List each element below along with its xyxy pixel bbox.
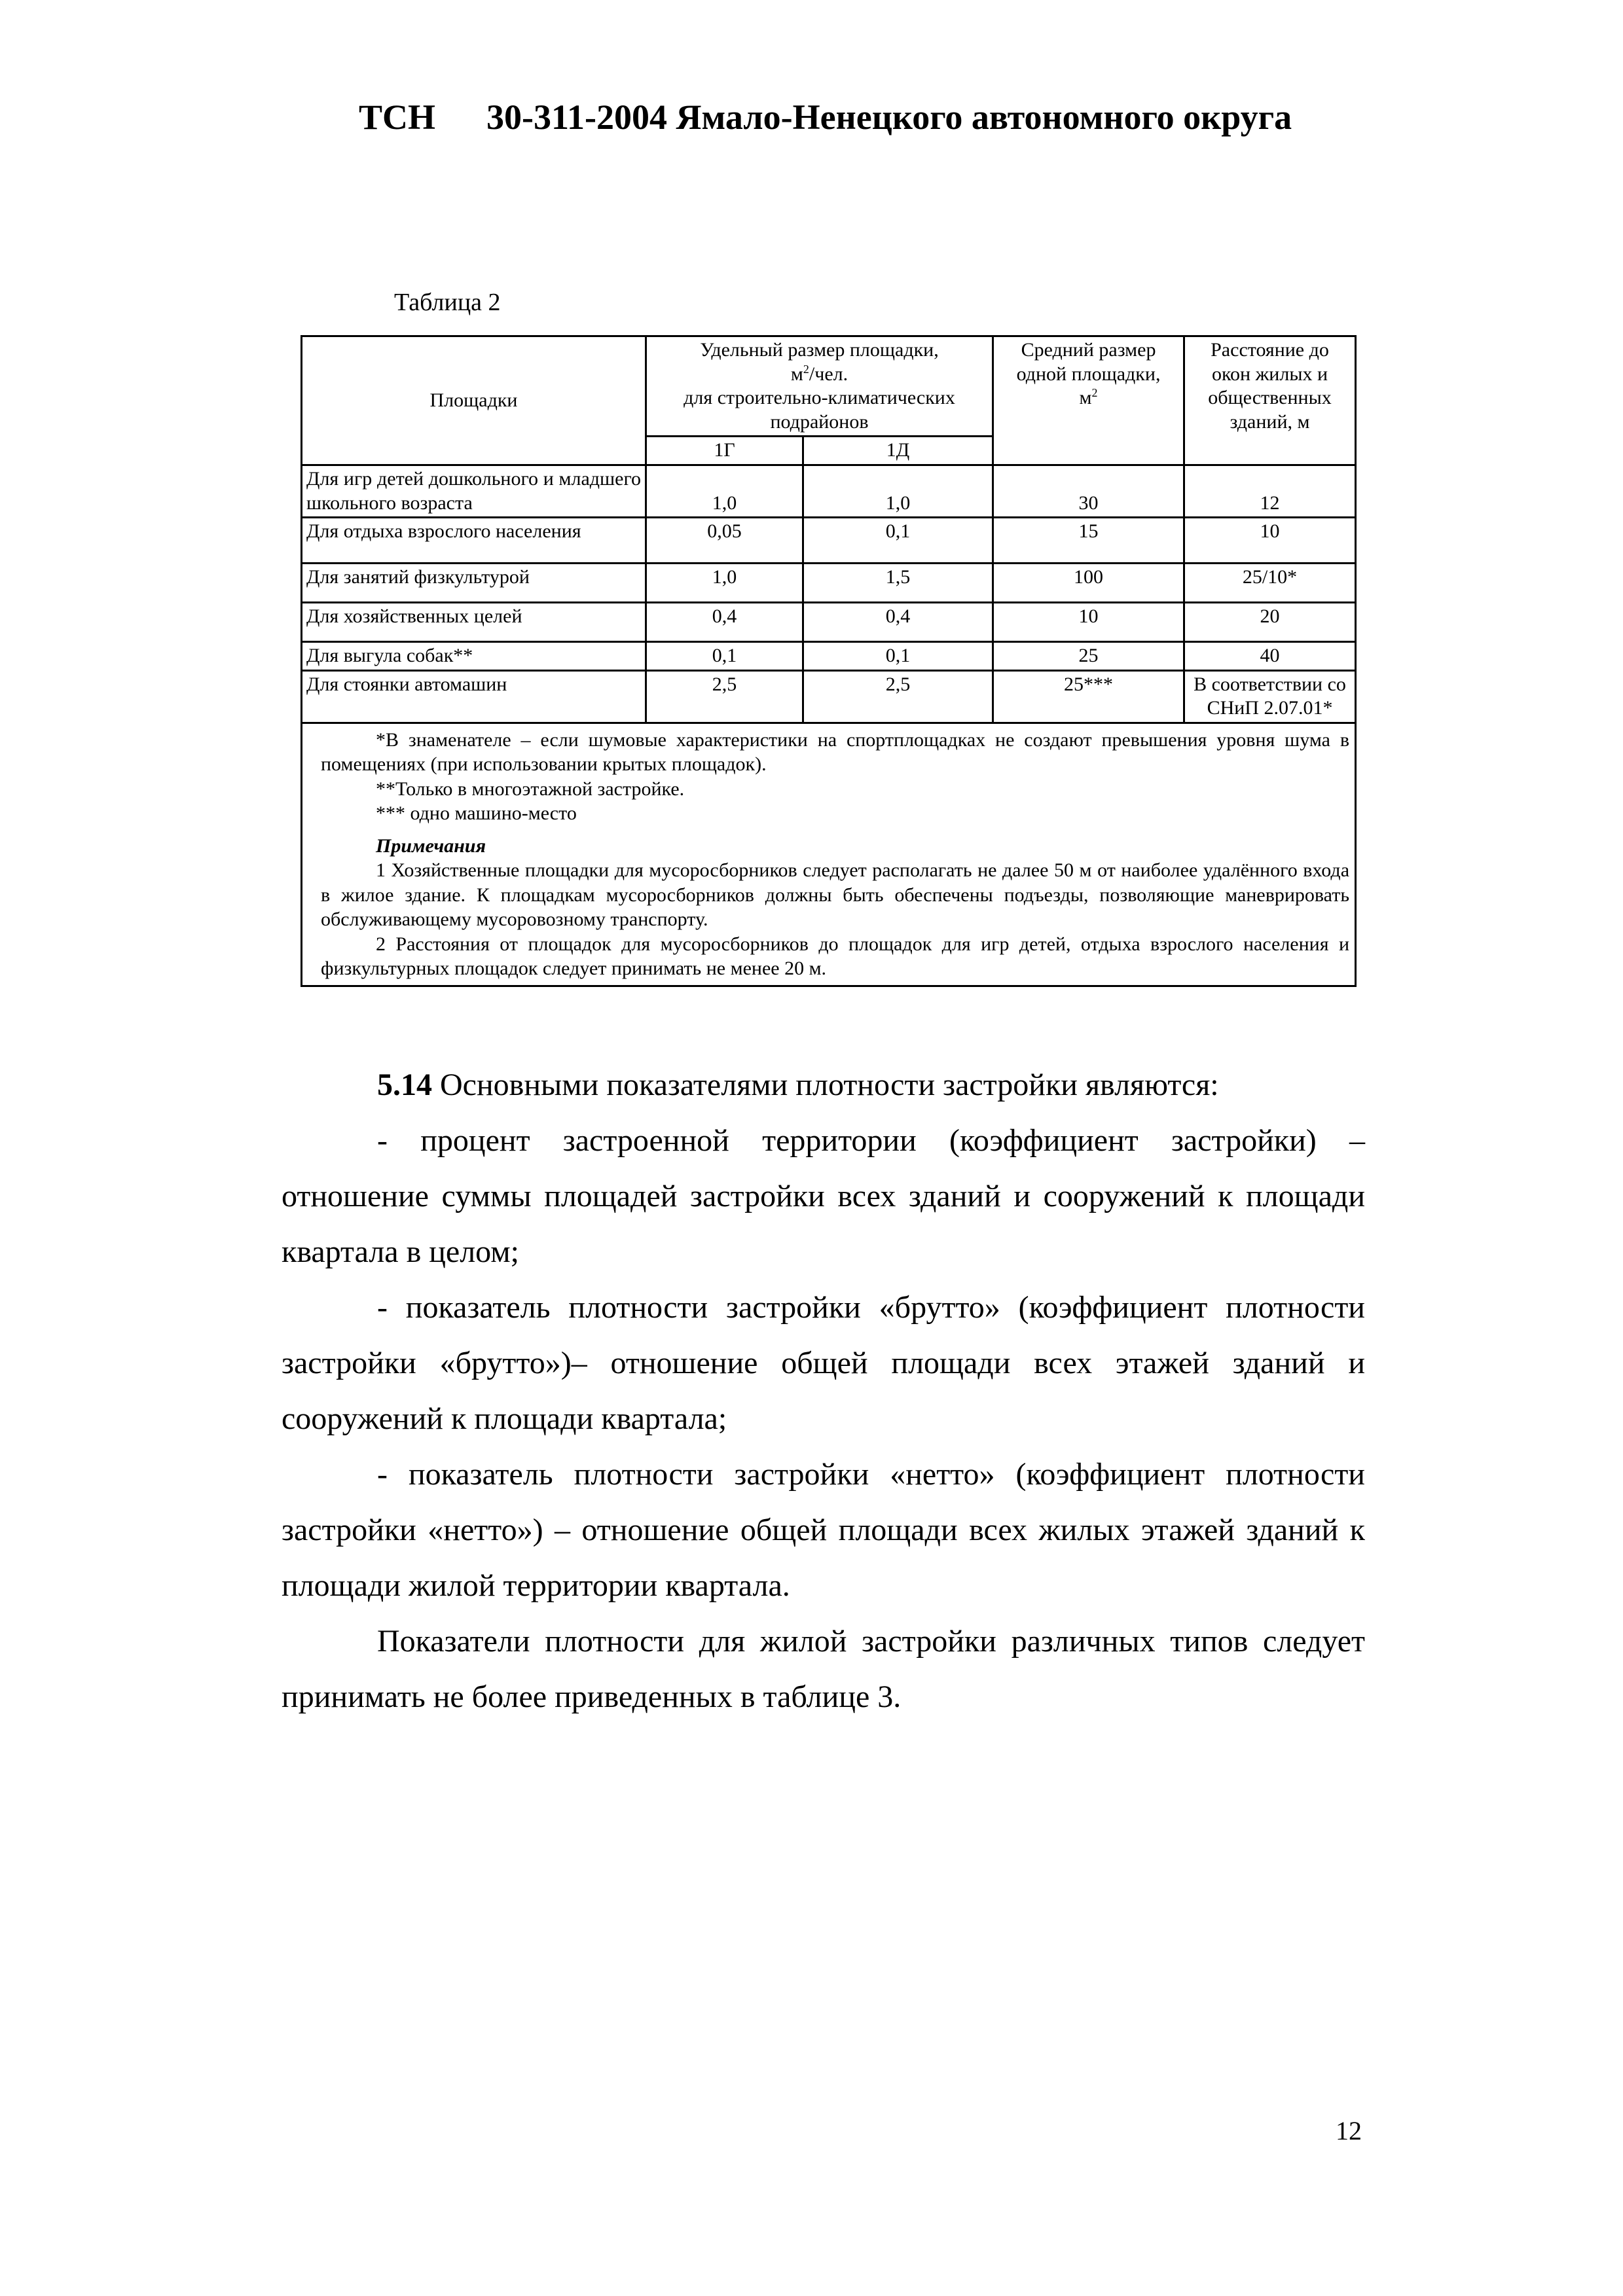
row-value-1g: 1,0: [646, 465, 803, 517]
note-item: 2 Расстояния от площадок для мусоросборников до площадок для игр детей, отдыха взрослого населения и физкультурных площадок следует принимать не менее 20 м.: [321, 933, 1350, 980]
row-value-1d: 2,5: [803, 670, 993, 723]
header-distance: Расстояние до окон жилых и общественных зданий, м: [1184, 336, 1356, 465]
subheader-1d: 1Д: [803, 437, 993, 465]
note-item: 1 Хозяйственные площадки для мусоросборников следует располагать не далее 50 м от наиболее удалённого входа в жилое здание. К площадкам мусоросборников должны быть обеспечены подъезды, позволяющие маневрировать обслуживающему мусоровозному транспорту.: [321, 859, 1350, 931]
header-doc: 30-311-2004 Ямало-Ненецкого автономного округа: [486, 98, 1292, 137]
table-row: [302, 518, 1356, 564]
section-closing: Показатели плотности для жилой застройки различных типов следует принимать не более приведенных в таблице 3.: [282, 1624, 1365, 1714]
section-5-14: [282, 1057, 1365, 1725]
header-playgrounds: Площадки: [302, 336, 646, 465]
row-name: Для игр детей дошкольного и младшего школьного возраста: [302, 465, 646, 517]
row-value-1d: 0,1: [803, 642, 993, 671]
row-average: 30: [993, 465, 1184, 517]
row-average: 25: [993, 642, 1184, 671]
row-name: Для занятий физкультурой: [302, 564, 646, 603]
row-value-1g: 2,5: [646, 670, 803, 723]
header-org: ТСН: [359, 98, 436, 137]
row-value-1g: 0,1: [646, 642, 803, 671]
row-distance: 12: [1184, 465, 1356, 517]
table-notes-row: [302, 723, 1356, 986]
section-number: 5.14: [377, 1067, 432, 1102]
section-item: - показатель плотности застройки «нетто» (коэффициент плотности застройки «нетто») – отношение общей площади всех жилых этажей зданий к площади жилой территории квартала.: [282, 1457, 1365, 1603]
footnote: *** одно машино-место: [376, 802, 577, 825]
row-name: Для отдыха взрослого населения: [302, 518, 646, 564]
row-name: Для стоянки автомашин: [302, 670, 646, 723]
row-value-1d: 1,5: [803, 564, 993, 603]
row-name: Для выгула собак**: [302, 642, 646, 671]
row-distance: 40: [1184, 642, 1356, 671]
row-distance: 10: [1184, 518, 1356, 564]
table-caption: Таблица 2: [394, 289, 501, 316]
row-average: 10: [993, 603, 1184, 642]
table-row: [302, 465, 1356, 517]
row-name: Для хозяйственных целей: [302, 603, 646, 642]
footnote: **Только в многоэтажной застройке.: [376, 778, 685, 800]
row-value-1d: 1,0: [803, 465, 993, 517]
footnote: *В знаменателе – если шумовые характеристики на спортплощадках не создают превышения уровня шума в помещениях (при использовании крытых площадок).: [321, 728, 1350, 776]
row-average: 25***: [993, 670, 1184, 723]
row-distance: 20: [1184, 603, 1356, 642]
table-row: [302, 670, 1356, 723]
table-row: [302, 564, 1356, 603]
row-value-1g: 1,0: [646, 564, 803, 603]
section-intro: 5.14 Основными показателями плотности застройки являются:: [377, 1067, 1219, 1102]
row-value-1d: 0,1: [803, 518, 993, 564]
row-average: 15: [993, 518, 1184, 564]
table-notes: [302, 723, 1356, 986]
subheader-1g: 1Г: [646, 437, 803, 465]
page-number: 12: [1336, 2116, 1362, 2145]
header-average-size: Средний размер одной площадки, $м^2$: [993, 336, 1184, 465]
playground-table: [301, 335, 1357, 987]
table-header-row: [302, 336, 1356, 437]
section-item: - процент застроенной территории (коэффициент застройки) – отношение суммы площадей застройки всех зданий и сооружений к площади квартала в целом;: [282, 1123, 1365, 1269]
row-value-1d: 0,4: [803, 603, 993, 642]
notes-heading: Примечания: [376, 834, 486, 857]
table-row: [302, 603, 1356, 642]
header-specific-size: Удельный размер площадки, $м^2$/чел. для строительно-климатических подрайонов: [646, 336, 993, 437]
section-item: - показатель плотности застройки «брутто» (коэффициент плотности застройки «брутто»)– отношение общей площади всех этажей зданий и сооружений к площади квартала;: [282, 1290, 1365, 1436]
row-distance: 25/10*: [1184, 564, 1356, 603]
row-value-1g: 0,4: [646, 603, 803, 642]
table-row: [302, 642, 1356, 671]
row-average: 100: [993, 564, 1184, 603]
row-value-1g: 0,05: [646, 518, 803, 564]
page-header: [359, 97, 1367, 137]
row-distance: В соответствии со СНиП 2.07.01*: [1184, 670, 1356, 723]
